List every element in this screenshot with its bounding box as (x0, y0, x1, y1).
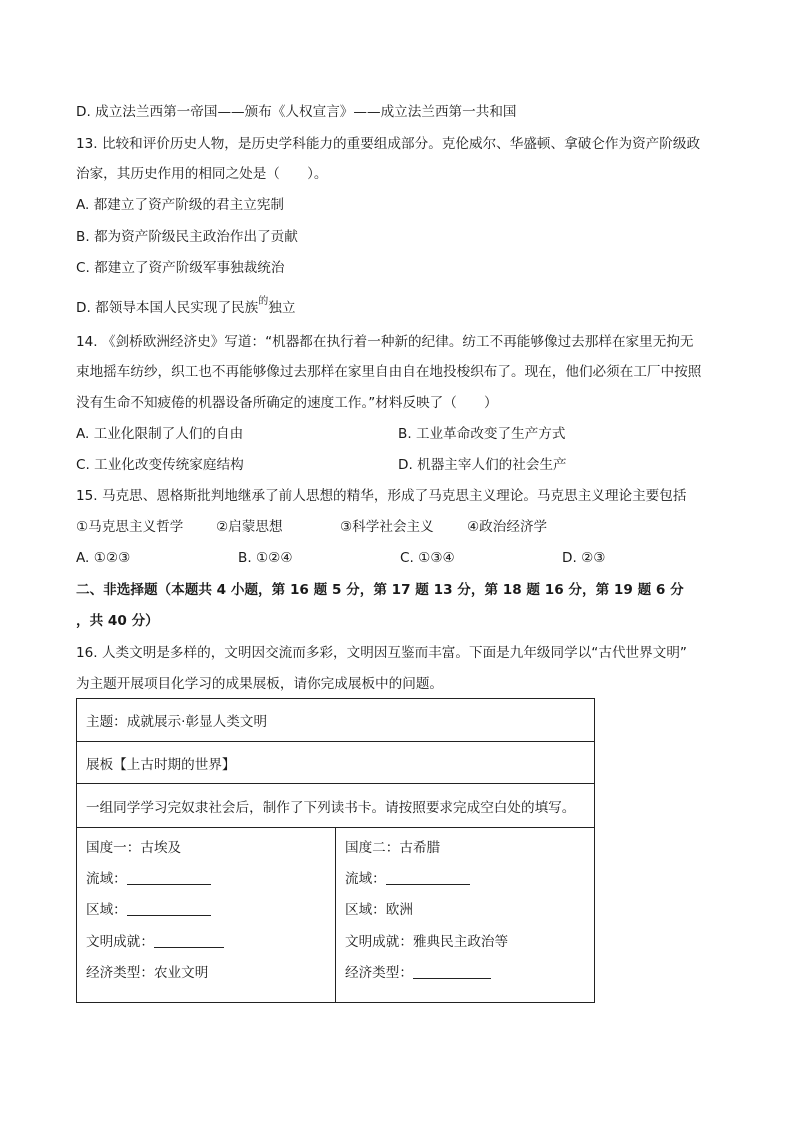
q15-stem: 15. 马克思、恩格斯批判地继承了前人思想的精华，形成了马克思主义理论。马克思主义理论主要包括 (76, 488, 687, 504)
q15-item-1: ①马克思主义哲学 (76, 519, 184, 535)
card-egypt-region-blank[interactable] (127, 901, 211, 916)
card-egypt-economy-label: 经济类型： (86, 964, 154, 981)
q14-option-c: C. 工业化改变传统家庭结构 (76, 457, 244, 473)
q14-stem-line2: 束地摇车纺纱，织工也不再能够像过去那样在家里自由自在地投梭织布了。现在，他们必须在工厂中按照 (76, 364, 702, 380)
q16-stem-line2: 为主题开展项目化学习的成果展板，请你完成展板中的问题。 (76, 676, 444, 692)
q15-option-a: A. ①②③ (76, 550, 131, 566)
card-egypt-basin (86, 869, 326, 900)
q15-item-4: ④政治经济学 (467, 519, 548, 535)
q13-stem-line2: 治家，其历史作用的相同之处是（ ）。 (76, 166, 328, 182)
card-egypt-basin-blank[interactable] (127, 870, 211, 885)
card-greece-region (345, 900, 585, 931)
board-panel-title: 展板【上古时期的世界】 (77, 742, 595, 784)
card-greece-achievement-label: 文明成就： (345, 933, 413, 950)
q12-option-d: D. 成立法兰西第一帝国——颁布《人权宣言》——成立法兰西第一共和国 (76, 104, 517, 120)
card-greece-achievement-value: 雅典民主政治等 (412, 933, 509, 950)
card-egypt-economy-value: 农业文明 (153, 964, 209, 981)
card-greece-achievement (345, 932, 585, 963)
q14-option-d: D. 机器主宰人们的社会生产 (398, 457, 567, 473)
card-egypt-region-label: 区域： (86, 902, 127, 919)
card-greece-basin-label: 流域： (345, 871, 386, 888)
card-greece-basin (345, 869, 585, 900)
reading-card-greece (336, 828, 595, 1003)
q15-option-b: B. ①②④ (238, 550, 293, 566)
reading-card-egypt (77, 828, 336, 1003)
q15-item-2: ②启蒙思想 (216, 519, 283, 535)
q14-option-b: B. 工业革命改变了生产方式 (398, 426, 566, 442)
card-greece-region-label: 区域： (345, 902, 386, 919)
q13-option-d-superscript: 的 (258, 296, 269, 307)
card-egypt-economy (86, 963, 326, 994)
card-greece-title: 国度二：古希腊 (345, 840, 441, 856)
exhibition-board (76, 698, 595, 1003)
card-greece-basin-blank[interactable] (386, 870, 470, 885)
q13-option-c: C. 都建立了资产阶级军事独裁统治 (76, 260, 285, 276)
card-egypt-basin-label: 流域： (86, 871, 127, 888)
card-egypt-region (86, 900, 326, 931)
card-greece-economy-label: 经济类型： (345, 964, 413, 981)
card-egypt-achievement (86, 932, 326, 963)
q16-stem-line1: 16. 人类文明是多样的，文明因交流而多彩，文明因互鉴而丰富。下面是九年级同学以“古代世界文明” (76, 645, 687, 661)
board-instruction: 一组同学学习完奴隶社会后，制作了下列读书卡。请按照要求完成空白处的填写。 (77, 784, 595, 828)
q15-option-c: C. ①③④ (400, 550, 455, 566)
card-egypt-achievement-label: 文明成就： (86, 933, 154, 950)
q13-option-d-tail: 独立 (268, 300, 296, 316)
q14-stem-line1: 14. 《剑桥欧洲经济史》写道：“机器都在执行着一种新的纪律。纺工不再能够像过去那样在家里无拘无 (76, 334, 694, 350)
q14-option-a: A. 工业化限制了人们的自由 (76, 426, 244, 442)
q13-option-a: A. 都建立了资产阶级的君主立宪制 (76, 197, 285, 213)
card-greece-economy (345, 963, 585, 994)
q13-stem-line1: 13. 比较和评价历史人物，是历史学科能力的重要组成部分。克伦威尔、华盛顿、拿破仑作为资产阶级政 (76, 136, 701, 152)
q15-option-d: D. ②③ (562, 550, 606, 566)
q13-option-d (76, 298, 295, 320)
q15-item-3: ③科学社会主义 (340, 519, 434, 535)
card-greece-economy-blank[interactable] (413, 964, 491, 979)
section2-heading-line2: ，共 40 分） (76, 613, 159, 629)
card-egypt-title: 国度一：古埃及 (86, 840, 182, 856)
card-egypt-achievement-blank[interactable] (154, 933, 224, 948)
q13-option-d-text: D. 都领导本国人民实现了民族 (76, 300, 259, 316)
board-theme: 主题：成就展示·彰显人类文明 (77, 699, 595, 742)
section2-heading-line1: 二、非选择题（本题共 4 小题，第 16 题 5 分，第 17 题 13 分，第 18 题 16 分，第 19 题 6 分 (76, 582, 684, 598)
q14-stem-line3: 没有生命不知疲倦的机器设备所确定的速度工作。”材料反映了（ ） (76, 395, 498, 411)
card-greece-region-value: 欧洲 (385, 902, 413, 919)
q13-option-b: B. 都为资产阶级民主政治作出了贡献 (76, 229, 298, 245)
